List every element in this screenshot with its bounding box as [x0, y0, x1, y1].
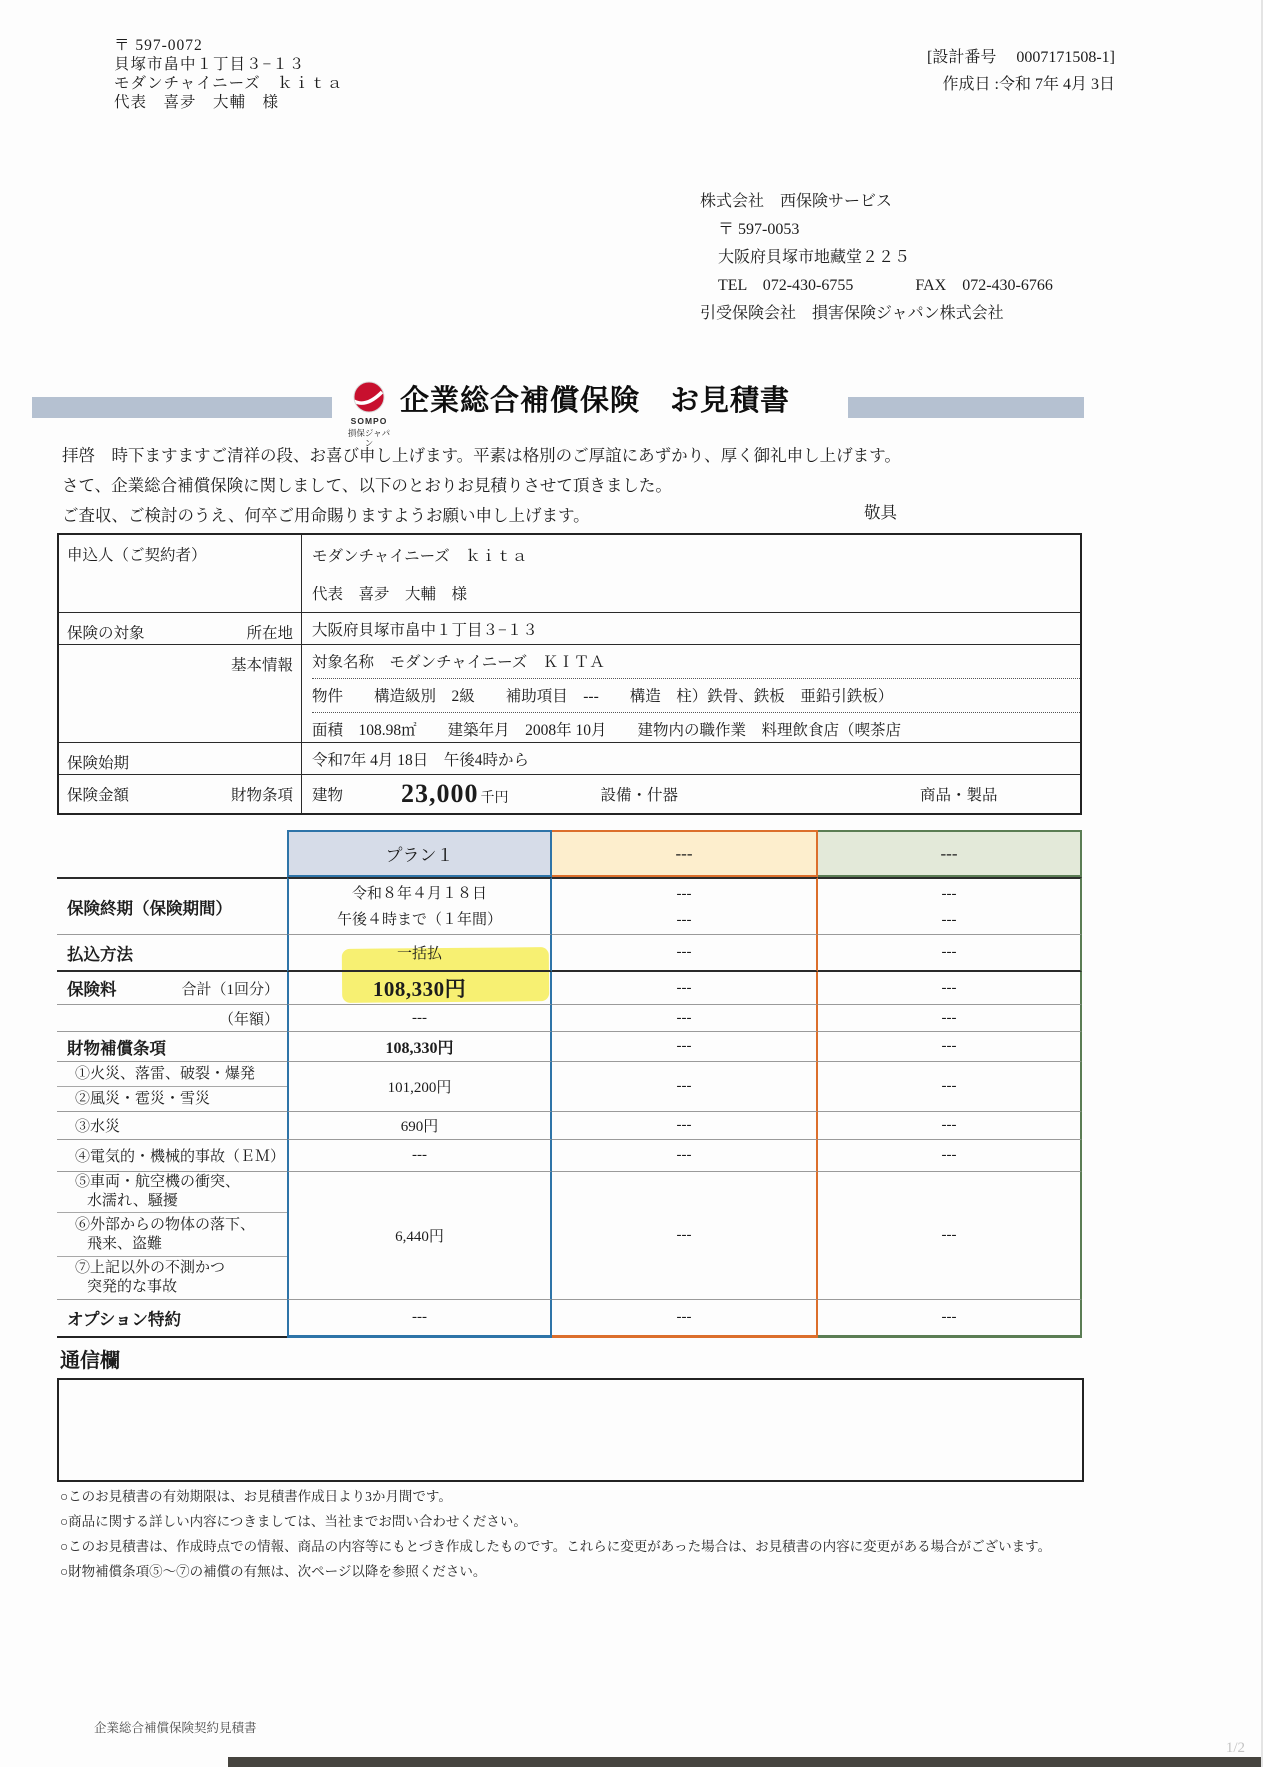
plan-comparison-table	[57, 830, 1082, 1338]
recipient-representative: 代表 喜夛 大輔 様	[114, 94, 280, 111]
building-label: 建物	[312, 787, 344, 804]
sompo-logo-icon	[352, 380, 386, 414]
title-bar-right	[848, 397, 1084, 418]
footnote: ○このお見積書は、作成時点での情報、商品の内容等にもとづき作成したものです。これらに変更があった場合は、お見積書の内容に変更がある場合がございます。	[60, 1539, 1052, 1554]
footnotes	[60, 1484, 1051, 1584]
communication-box	[57, 1378, 1084, 1482]
agency-block	[700, 188, 1053, 328]
coverage-1-2-plan1: 101,200円	[287, 1062, 552, 1112]
coverage-5-7-plan3: ---	[818, 1172, 1082, 1300]
subject-label: 保険の対象	[67, 625, 145, 642]
premium-total-plan2: ---	[552, 972, 818, 1005]
start-date-value: 令和7年 4月 18日 午後4時から	[302, 743, 1080, 775]
greeting-line: 拝啓 時下ますますご清祥の段、お喜び申し上げます。平素は格別のご厚誼にあずかり、厚く御礼申し上げます。	[62, 446, 901, 465]
basic-info-label: 基本情報	[59, 645, 302, 743]
annual-premium-plan1: ---	[287, 1005, 552, 1032]
coverage-4-plan3: ---	[818, 1140, 1082, 1172]
annual-premium-plan3: ---	[818, 1005, 1082, 1032]
greeting-block	[62, 441, 1062, 531]
coverage-6-label: ⑥外部からの物体の落下、 飛来、盗難	[57, 1213, 287, 1258]
greeting-line: ご査収、ご検討のうえ、何卒ご用命賜りますようお願い申し上げます。	[62, 506, 590, 525]
annual-premium-plan2: ---	[552, 1005, 818, 1032]
premium-total-plan1: 108,330円	[287, 972, 552, 1005]
end-date-plan2: --- ---	[552, 877, 818, 935]
option-rider-plan2: ---	[552, 1300, 818, 1338]
basic-info-value	[302, 645, 1080, 743]
coverage-1-2-plan2: ---	[552, 1062, 818, 1112]
plan-header-spacer	[57, 830, 287, 877]
end-date-plan3: --- ---	[818, 877, 1082, 935]
area-line: 面積 108.98㎡ 建築年月 2008年 10月 建物内の職作業 料理飲食店（喫茶店	[312, 721, 902, 739]
property-clause-plan1: 108,330円	[287, 1032, 552, 1062]
greeting-closing: 敬具	[864, 503, 897, 522]
option-rider-label: オプション特約	[57, 1300, 287, 1338]
title-bar-left	[32, 397, 332, 418]
recipient-block	[114, 36, 343, 112]
coverage-5-7-plan2: ---	[552, 1172, 818, 1300]
property-clause-plan3: ---	[818, 1032, 1082, 1062]
coverage-1-2-plan3: ---	[818, 1062, 1082, 1112]
coverage-4-plan1: ---	[287, 1140, 552, 1172]
amount-label: 保険金額	[67, 787, 130, 804]
goods-label: 商品・製品	[920, 787, 998, 804]
payment-method-label: 払込方法	[57, 935, 287, 972]
plan2-header: ---	[552, 830, 818, 877]
agency-telfax	[718, 272, 1053, 300]
end-date-label: 保険終期（保険期間）	[57, 877, 287, 935]
amount-sublabel: 財物条項	[230, 787, 293, 804]
recipient-company: モダンチャイニーズ ｋｉｔａ	[114, 75, 344, 92]
equipment-label: 設備・什器	[600, 787, 679, 804]
coverage-3-plan2: ---	[552, 1112, 818, 1140]
building-amount: 23,000	[401, 779, 479, 808]
amount-label-cell	[59, 775, 302, 813]
applicant-value	[302, 535, 1080, 613]
coverage-2-label: ②風災・雹災・雪災	[75, 1090, 211, 1107]
payment-method-plan3: ---	[818, 935, 1082, 972]
communication-section-title: 通信欄	[60, 1350, 120, 1372]
target-name-line: 対象名称 モダンチャイニーズ ＫＩＴＡ	[312, 645, 1080, 679]
applicant-name: モダンチャイニーズ ｋｉｔａ	[312, 548, 528, 565]
agency-name: 株式会社 西保険サービス	[700, 193, 893, 210]
sompo-brand-text: SOMPO	[350, 416, 388, 426]
coverage-3-plan1: 690円	[287, 1112, 552, 1140]
coverage-3-label: ③水災	[57, 1112, 287, 1140]
page-number: 1/2	[1225, 1740, 1245, 1756]
document-meta	[927, 44, 1115, 98]
coverage-3-plan3: ---	[818, 1112, 1082, 1140]
payment-method-plan2: ---	[552, 935, 818, 972]
property-line: 物件 構造級別 2級 補助項目 --- 構造 柱）鉄骨、鉄板 亜鉛引鉄板）	[312, 679, 1080, 713]
footnote: ○このお見積書の有効期限は、お見積書作成日より3か月間です。	[60, 1489, 452, 1504]
coverage-4-plan2: ---	[552, 1140, 818, 1172]
coverage-4-label: ④電気的・機械的事故（ＥＭ）	[57, 1140, 287, 1172]
agency-underwriter: 引受保険会社 損害保険ジャパン株式会社	[700, 305, 1004, 322]
option-rider-plan1: ---	[287, 1300, 552, 1338]
building-amount-unit: 千円	[480, 791, 509, 806]
agency-postal: 〒 597-0053	[718, 221, 800, 238]
plan3-header: ---	[818, 830, 1082, 877]
applicant-representative: 代表 喜夛 大輔 様	[312, 586, 468, 603]
scan-bottom-edge	[228, 1757, 1263, 1767]
page-title: 企業総合補償保険 お見積書	[400, 385, 791, 417]
coverage-1-label: ①火災、落雷、破裂・爆発	[57, 1062, 287, 1087]
contract-info-table	[57, 533, 1082, 815]
agency-tel: TEL 072-430-6755	[718, 277, 854, 294]
amount-value-cell	[302, 775, 1080, 813]
agency-address: 大阪府貝塚市地藏堂２２５	[718, 249, 911, 266]
option-rider-plan3: ---	[818, 1300, 1082, 1338]
location-value: 大阪府貝塚市畠中１丁目３−１３	[302, 613, 1080, 645]
footer-doc-name: 企業総合補償保険契約見積書	[94, 1721, 257, 1735]
subject-location-label	[59, 613, 302, 645]
recipient-address: 貝塚市畠中１丁目３−１３	[114, 56, 306, 73]
coverage-5-7-plan1: 6,440円	[287, 1172, 552, 1300]
start-date-label: 保険始期	[59, 743, 302, 775]
payment-method-plan1: 一括払	[287, 935, 552, 972]
design-number: [設計番号 0007171508-1]	[927, 49, 1115, 66]
premium-total-plan3: ---	[818, 972, 1082, 1005]
sompo-logo	[344, 380, 394, 448]
footnote: ○商品に関する詳しい内容につきましては、当社までお問い合わせください。	[60, 1514, 527, 1529]
annual-premium-label: （年額）	[57, 1005, 287, 1032]
agency-fax: FAX 072-430-6766	[915, 277, 1053, 294]
coverage-5-label: ⑤車両・航空機の衝突、 水濡れ、騒擾	[57, 1172, 287, 1213]
premium-total-label: 保険料 合計（1回分）	[57, 972, 287, 1005]
coverage-5-7-labels	[57, 1172, 287, 1300]
coverage-1-2-labels	[57, 1062, 287, 1112]
coverage-7-label: ⑦上記以外の不測かつ 突発的な事故	[75, 1260, 226, 1296]
created-date: 作成日 :令和 7年 4月 3日	[942, 76, 1115, 93]
sompo-subtitle-text: 損保ジャパン	[347, 428, 391, 448]
plan1-header: プラン１	[287, 830, 552, 877]
location-label: 所在地	[246, 625, 293, 642]
applicant-label: 申込人（ご契約者）	[59, 535, 302, 613]
property-clause-label: 財物補償条項	[57, 1032, 287, 1062]
recipient-postal: 〒 597-0072	[114, 37, 203, 54]
footnote: ○財物補償条項⑤〜⑦の補償の有無は、次ページ以降を参照ください。	[60, 1564, 487, 1579]
end-date-plan1: 令和８年４月１８日 午後４時まで（１年間）	[287, 877, 552, 935]
greeting-line: さて、企業総合補償保険に関しまして、以下のとおりお見積りさせて頂きました。	[62, 476, 672, 495]
property-clause-plan2: ---	[552, 1032, 818, 1062]
